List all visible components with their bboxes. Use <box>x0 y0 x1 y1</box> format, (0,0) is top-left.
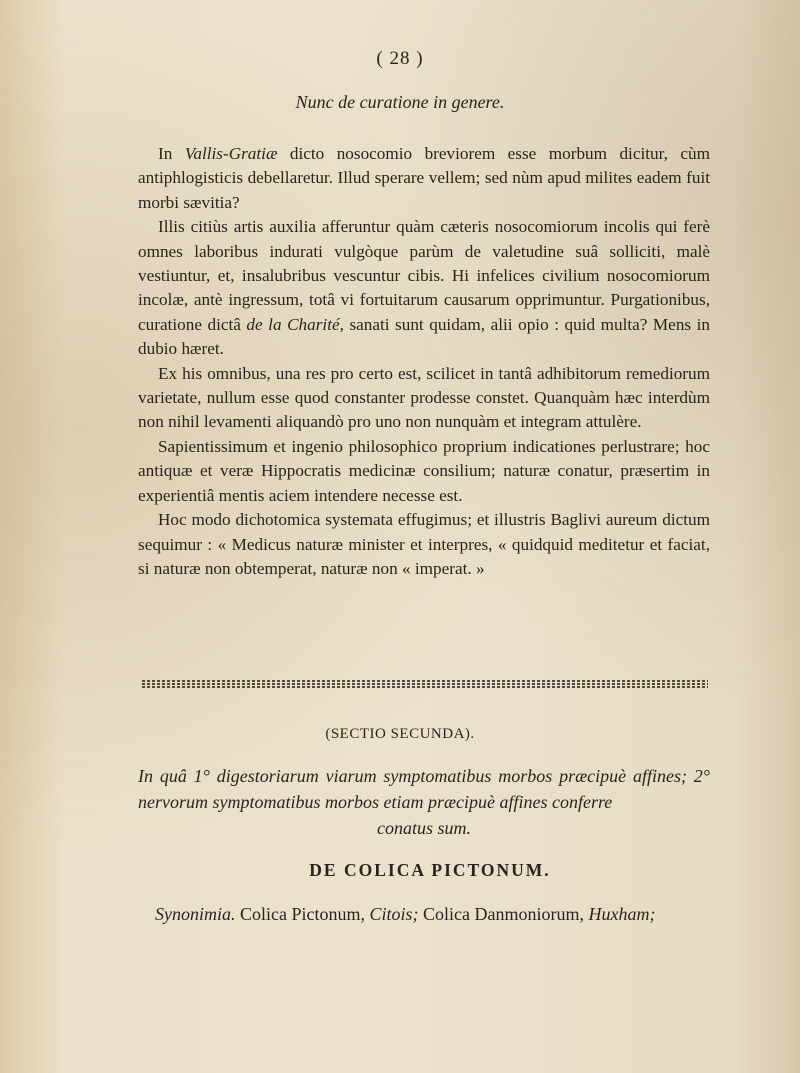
section-title: (SECTIO SECUNDA). <box>325 726 475 742</box>
page-number: ( 28 ) <box>376 48 424 69</box>
paragraph-text: Hoc modo dichotomica systemata effugimus; et illustris Baglivi aureum dictum sequimur : « Medicus naturæ minister et interpres, « quidquid meditetur et faciat, si naturæ non obtemperat, naturæ non « imperat. » <box>138 510 710 578</box>
paragraph-text: sanati sunt quidam, alii opio : quid multa? Mens in dubio hæret. <box>138 314 710 359</box>
synonimia-text: Colica Danmoniorum, <box>418 904 589 924</box>
italic-text: Citois; <box>369 904 419 924</box>
section-heading: Nunc de curatione in genere. <box>295 92 505 112</box>
paragraph-text: In <box>158 144 185 163</box>
italic-text: de la Charité, <box>246 314 344 334</box>
section-description-last: conatus sum. <box>377 818 471 838</box>
body-text <box>138 142 710 581</box>
paragraph-text: Sapientissimum et ingenio philosophico proprium indicationes perlustrare; hoc antiquæ et veræ Hippocratis medicinæ consilium; naturæ conatur, præsertim in experientiâ mentis aciem intendere necesse est. <box>138 436 710 505</box>
italic-text: Synonimia. <box>155 904 236 924</box>
paragraph <box>138 435 710 508</box>
paragraph <box>138 508 710 581</box>
chapter-title: DE COLICA PICTONUM. <box>309 860 551 880</box>
paragraph-text: dicto nosocomio breviorem esse morbum dicitur, cùm antiphlogisticis debellaretur. Illud sperare vellem; sed nùm apud milites eadem fuit morbi sævitia? <box>138 144 710 212</box>
paragraph-text: Ex his omnibus, una res pro certo est, scilicet in tantâ adhibitorum remediorum varietate, nullum esse quod constanter prodesse constet. Quanquàm hæc interdùm non nihil levamenti aliquandò pro uno non nunquàm et integram attulère. <box>138 363 710 432</box>
paragraph <box>138 215 710 361</box>
paragraph-text: Illis citiùs artis auxilia afferuntur quàm cæteris nosocomiorum incolis qui ferè omnes laboribus indurati vulgòque parùm de valetudine suâ solliciti, malè vestiuntur, et, insalubribus vescuntur cibis. Hi infelices civilium nosocomiorum incolæ, antè ingressum, totâ vi fortuitarum causarum opprimuntur. Purgationibus, curatione dictâ <box>138 217 710 334</box>
paragraph <box>138 142 710 215</box>
italic-text: Huxham; <box>588 904 656 924</box>
decorative-rule <box>142 680 708 688</box>
section-description-main: In quâ 1° digestoriarum viarum symptomatibus morbos præcipuè affines; 2° nervorum symptomatibus morbos etiam præcipuè affines conferre <box>138 766 710 812</box>
section-description <box>138 763 710 841</box>
paragraph <box>138 362 710 435</box>
italic-text: Vallis-Gratiæ <box>184 144 278 163</box>
synonimia-line <box>155 902 715 926</box>
synonimia-text: Colica Pictonum, <box>235 904 370 924</box>
